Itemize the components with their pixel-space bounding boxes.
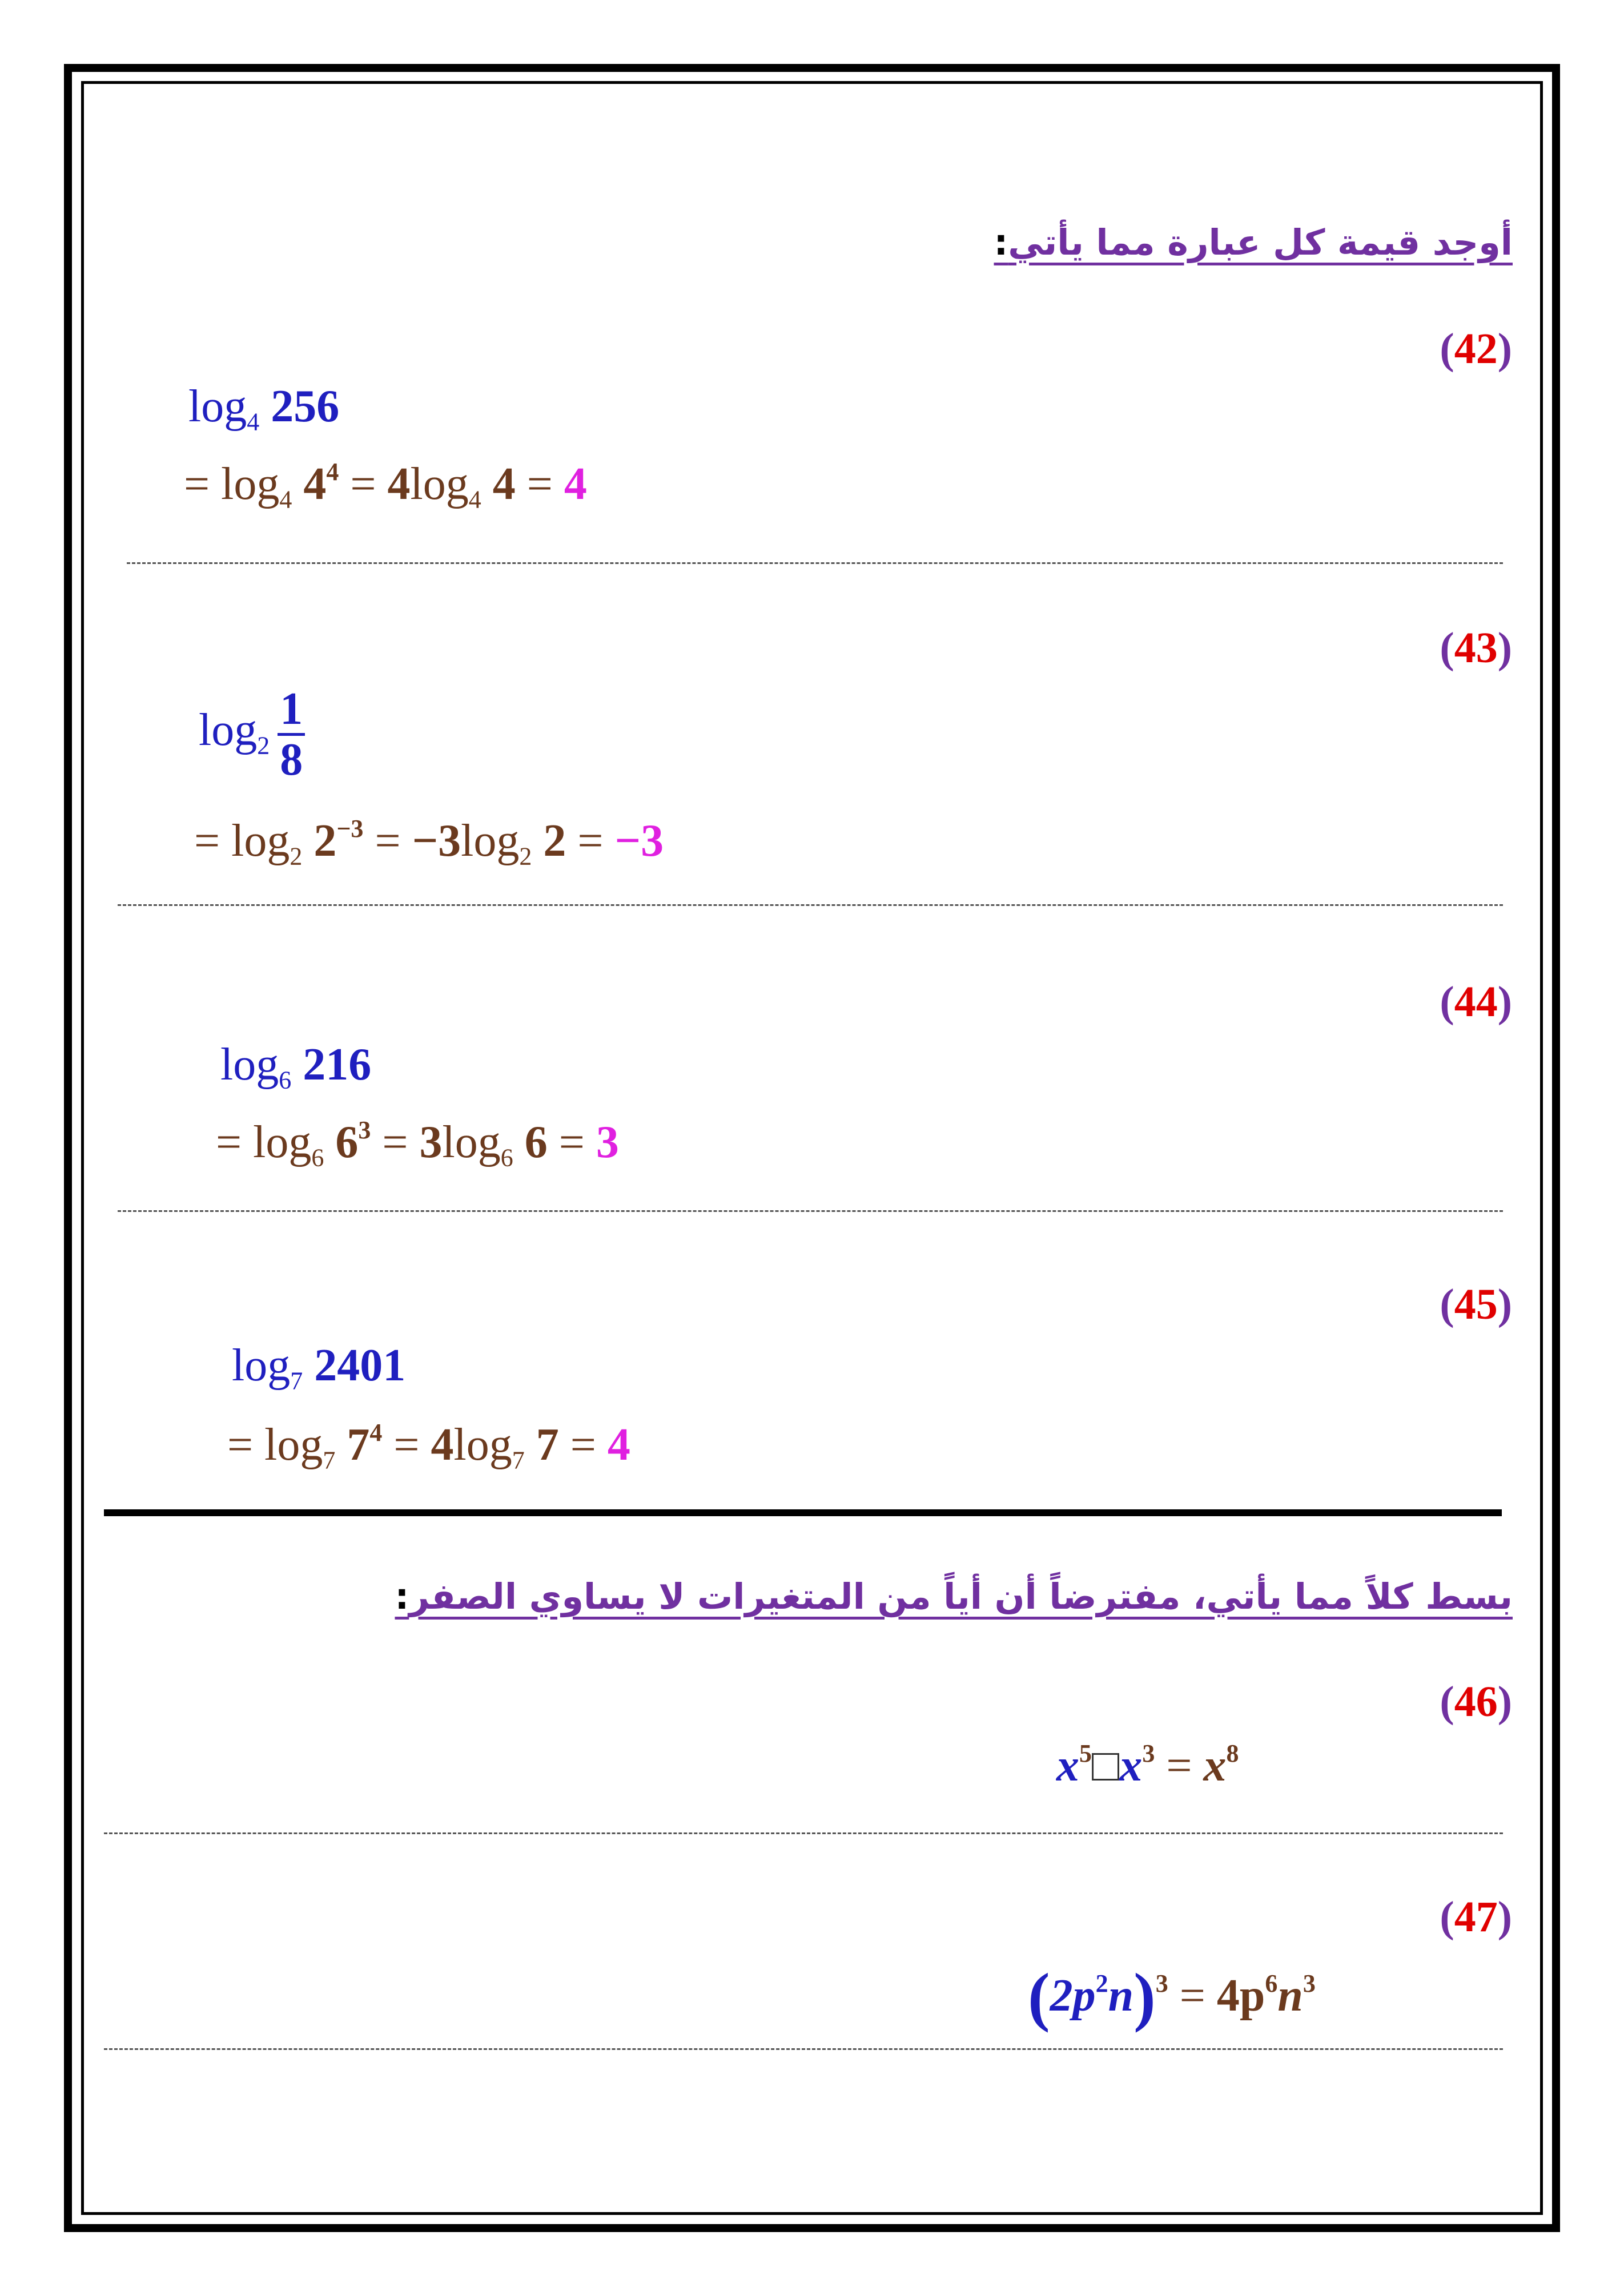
q42-number: 42 (1454, 325, 1498, 373)
equals-sign: = (375, 816, 401, 866)
log-label: log (199, 704, 258, 755)
q42-sol-exponent: 4 (326, 458, 339, 486)
q47-number: 47 (1454, 1893, 1498, 1941)
q44-solution (216, 1118, 619, 1170)
q44-argument: 216 (303, 1040, 372, 1090)
q44-sol-arg2: 6 (524, 1117, 548, 1167)
log-label: log (442, 1117, 501, 1167)
q47-right-paren: ) (1133, 1960, 1156, 2033)
equals-sign: = (558, 1117, 585, 1167)
q42-sol-base2: 4 (468, 485, 481, 514)
q45-sol-arg2: 7 (536, 1420, 559, 1470)
q47-rhs-coefficient: 4p (1216, 1971, 1265, 2021)
q45-expression (232, 1340, 406, 1395)
log-label: log (221, 459, 280, 509)
q45-argument: 2401 (314, 1340, 406, 1391)
q45-solution (227, 1420, 630, 1473)
separator-dashed-2 (118, 904, 1503, 906)
section2-heading (395, 1576, 1513, 1617)
q45-result: 4 (607, 1420, 630, 1470)
q43-solution (194, 816, 664, 869)
separator-dashed-5 (104, 2048, 1503, 2050)
q43-result: −3 (614, 816, 664, 866)
section2-heading-colon: : (395, 1576, 409, 1617)
q45-sol-power-base: 7 (347, 1420, 370, 1470)
q46-expression (1056, 1741, 1239, 1789)
equals-sign: = (350, 459, 376, 509)
q45-base: 7 (290, 1367, 303, 1395)
q44-result: 3 (596, 1117, 619, 1167)
q46-exp2: 3 (1142, 1739, 1155, 1767)
section1-heading-text: أوجد قيمة كل عبارة مما يأتي (1008, 221, 1513, 263)
question-number-44: (44) (1440, 978, 1512, 1026)
q42-sol-power-base: 4 (303, 459, 327, 509)
q43-sol-base2: 2 (519, 842, 532, 871)
q43-expression (199, 685, 305, 784)
q44-sol-exponent: 3 (358, 1116, 371, 1144)
q43-sol-coefficient: −3 (412, 816, 461, 866)
q42-argument: 256 (271, 381, 340, 432)
q44-expression (220, 1042, 371, 1093)
q46-exp1: 5 (1079, 1739, 1092, 1767)
log-label: log (220, 1040, 279, 1090)
q42-result: 4 (564, 459, 587, 509)
section1-heading (994, 221, 1513, 263)
question-number-45: (45) (1440, 1280, 1512, 1328)
log-label: log (188, 381, 247, 432)
q46-exp3: 8 (1226, 1739, 1239, 1767)
separator-dashed-3 (118, 1210, 1503, 1212)
log-label: log (461, 816, 520, 866)
q43-sol-power-base: 2 (313, 816, 337, 866)
q43-sol-arg2: 2 (543, 816, 566, 866)
q42-sol-base1: 4 (279, 485, 292, 514)
log-label: log (232, 1340, 291, 1391)
question-number-43: (43) (1440, 624, 1512, 672)
q44-base: 6 (279, 1066, 292, 1094)
q42-solution (184, 460, 587, 512)
log-label: log (453, 1420, 512, 1470)
equals-sign: = (526, 459, 553, 509)
q47-left-paren: ( (1028, 1960, 1050, 2033)
q47-expression (1028, 1960, 1316, 2033)
equals-sign: = (393, 1420, 420, 1470)
equals-sign: = (577, 816, 604, 866)
q44-number: 44 (1454, 978, 1498, 1026)
q43-sol-base1: 2 (290, 842, 303, 871)
q47-inner-term: 2p (1050, 1971, 1096, 2021)
q43-number: 43 (1454, 624, 1498, 672)
q47-rhs-exp1: 6 (1265, 1969, 1278, 1998)
q45-number: 45 (1454, 1280, 1498, 1328)
equals-sign: = (194, 816, 220, 866)
q47-inner-var: n (1108, 1971, 1134, 2021)
q44-sol-base1: 6 (311, 1143, 324, 1172)
q45-sol-base1: 7 (323, 1446, 336, 1475)
equals-sign: = (570, 1420, 596, 1470)
question-number-47: (47) (1440, 1893, 1512, 1941)
separator-dashed-1 (127, 562, 1503, 564)
q42-base: 4 (247, 408, 260, 436)
q44-sol-coefficient: 3 (419, 1117, 443, 1167)
separator-dashed-4 (104, 1832, 1503, 1834)
section2-heading-text: بسط كلاً مما يأتي، مفترضاً أن أياً من المتغيرات لا يساوي الصفر (409, 1576, 1513, 1617)
log-label: log (264, 1420, 323, 1470)
equals-sign: = (382, 1117, 408, 1167)
q46-number: 46 (1454, 1678, 1498, 1726)
q46-rhs-var: x (1203, 1741, 1227, 1791)
q47-outer-exp: 3 (1155, 1969, 1168, 1998)
q46-var1: x (1056, 1741, 1079, 1791)
q45-sol-base2: 7 (512, 1446, 525, 1475)
q46-operator-glyph: □ (1092, 1741, 1120, 1791)
q43-sol-exponent: −3 (336, 815, 364, 843)
q45-sol-exponent: 4 (369, 1419, 383, 1447)
equals-sign: = (184, 459, 210, 509)
question-number-46: (46) (1440, 1678, 1512, 1726)
equals-sign: = (1179, 1971, 1205, 2021)
log-label: log (410, 459, 469, 509)
log-label: log (253, 1117, 312, 1167)
q43-base: 2 (257, 731, 270, 760)
question-number-42: (42) (1440, 325, 1512, 373)
equals-sign: = (227, 1420, 254, 1470)
q43-fraction (278, 685, 305, 784)
q47-rhs-exp2: 3 (1303, 1969, 1316, 1998)
q44-sol-base2: 6 (500, 1143, 513, 1172)
q47-inner-exp: 2 (1095, 1969, 1108, 1998)
q47-rhs-var: n (1277, 1971, 1303, 2021)
equals-sign: = (1166, 1741, 1192, 1791)
q42-sol-arg2: 4 (492, 459, 516, 509)
equals-sign: = (216, 1117, 242, 1167)
q42-sol-coefficient: 4 (387, 459, 411, 509)
log-label: log (231, 816, 290, 866)
q45-sol-coefficient: 4 (431, 1420, 454, 1470)
q46-var2: x (1119, 1741, 1143, 1791)
q43-numerator: 1 (278, 685, 305, 736)
q42-expression (188, 381, 340, 436)
section1-heading-colon: : (994, 221, 1008, 263)
q43-denominator: 8 (280, 735, 303, 785)
section-divider (104, 1509, 1502, 1516)
q44-sol-power-base: 6 (335, 1117, 359, 1167)
